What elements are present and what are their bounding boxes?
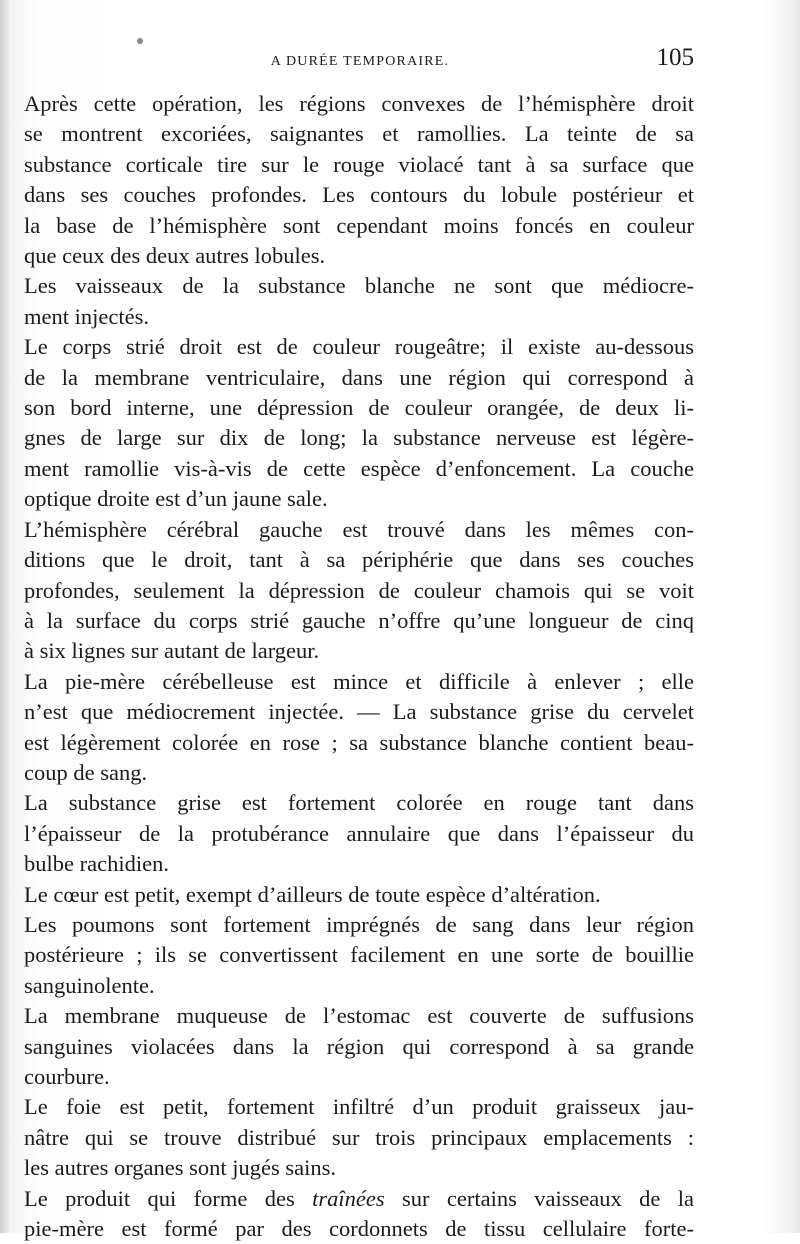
text-line: L’hémisphère cérébral gauche est trouvé dans les mêmes con-: [24, 516, 694, 542]
paragraph: [24, 788, 694, 879]
body-text: [24, 89, 694, 1244]
paragraph: [24, 89, 694, 271]
text-line: à la surface du corps strié gauche n’offre qu’une longueur de cinq: [24, 607, 694, 633]
page-number: 105: [656, 44, 694, 71]
paragraph: [24, 1184, 694, 1244]
text-line: se montrent excoriées, saignantes et ramollies. La teinte de sa: [24, 121, 694, 147]
text-line: Les poumons sont fortement imprégnés de sang dans leur région: [24, 911, 694, 937]
text-line: son bord interne, une dépression de couleur orangée, de deux li-: [24, 395, 694, 421]
text-line: bulbe rachidien.: [24, 851, 169, 877]
paragraph: [24, 910, 694, 1001]
text-line: la base de l’hémisphère sont cependant moins foncés en couleur: [24, 212, 694, 238]
text-line: substance corticale tire sur le rouge violacé tant à sa surface que: [24, 151, 694, 177]
text-line: Le foie est petit, fortement infiltré d’un produit graisseux jau-: [24, 1094, 694, 1120]
text-line: coup de sang.: [24, 759, 148, 785]
text-line: postérieure ; ils se convertissent facilement en une sorte de bouillie: [24, 942, 694, 968]
page-gutter-shadow: [0, 0, 9, 1233]
text-line: de la membrane ventriculaire, dans une région qui correspond à: [24, 364, 694, 390]
text-line: optique droite est d’un jaune sale.: [24, 486, 328, 512]
text-line: n’est que médiocrement injectée. — La substance grise du cervelet: [24, 699, 694, 725]
text-line: La substance grise est fortement colorée en rouge tant dans: [24, 790, 694, 816]
text-line: sanguines violacées dans la région qui correspond à sa grande: [24, 1033, 694, 1059]
text-line: La pie-mère cérébelleuse est mince et difficile à enlever ; elle: [24, 668, 694, 694]
running-head: A DURÉE TEMPORAIRE.: [270, 54, 450, 69]
text-line: Après cette opération, les régions convexes de l’hémisphère droit: [24, 91, 694, 116]
text-line: à six lignes sur autant de largeur.: [24, 638, 320, 664]
text-line: ment ramollie vis-à-vis de cette espèce d’enfoncement. La couche: [24, 455, 694, 481]
text-line: les autres organes sont jugés sains.: [24, 1155, 337, 1181]
page-header: [26, 44, 694, 78]
text-line: ditions que le droit, tant à sa périphérie que dans ses couches: [24, 547, 694, 573]
italic-term: traînées: [312, 1185, 385, 1211]
text-line: est légèrement colorée en rose ; sa substance blanche contient beau-: [24, 729, 694, 755]
text-line: que ceux des deux autres lobules.: [24, 243, 326, 269]
text-line: [24, 1184, 694, 1214]
paragraph: [24, 515, 694, 667]
paragraph: [24, 1001, 694, 1092]
text-line: sanguinolente.: [24, 972, 155, 998]
text-line: profondes, seulement la dépression de couleur chamois qui se voit: [24, 577, 694, 603]
paragraph: [24, 667, 694, 789]
paragraph: [24, 880, 694, 910]
text-line: l’épaisseur de la protubérance annulaire que dans l’épaisseur du: [24, 820, 694, 846]
text-line: dans ses couches profondes. Les contours du lobule postérieur et: [24, 182, 694, 208]
paragraph: [24, 332, 694, 514]
text-segment: sur certains vaisseaux de la: [384, 1185, 694, 1211]
text-segment: pie-mère est formé par des cordonnets de tissu cellulaire forte-: [24, 1216, 694, 1242]
text-line: nâtre qui se trouve distribué sur trois principaux emplacements :: [24, 1124, 694, 1150]
text-line: courbure.: [24, 1064, 110, 1089]
text-segment: Le produit qui forme des: [24, 1185, 313, 1211]
text-line: Les vaisseaux de la substance blanche ne sont que médiocre-: [24, 273, 694, 299]
text-line: Le cœur est petit, exempt d’ailleurs de toute espèce d’altération.: [24, 881, 601, 907]
text-line: La membrane muqueuse de l’estomac est couverte de suffusions: [24, 1003, 694, 1029]
text-line: Le corps strié droit est de couleur rougeâtre; il existe au-dessous: [24, 334, 694, 360]
text-line: [24, 1214, 694, 1244]
text-line: ment injectés.: [24, 303, 149, 329]
paragraph: [24, 271, 694, 332]
paragraph: [24, 1092, 694, 1183]
text-line: gnes de large sur dix de long; la substance nerveuse est légère-: [24, 425, 694, 451]
